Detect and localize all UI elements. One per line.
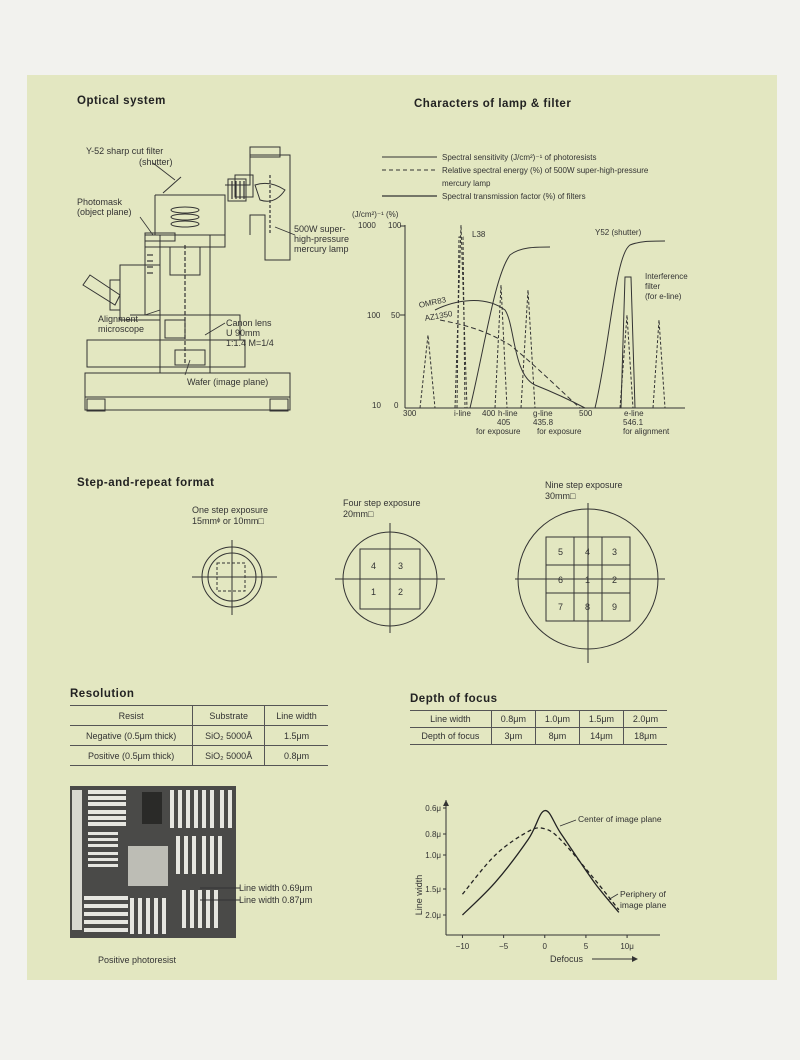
series-label-center: Center of image plane bbox=[578, 814, 662, 824]
depth-table bbox=[410, 710, 667, 745]
one-step-label-2: 15mmᶲ or 10mm□ bbox=[192, 516, 264, 526]
x-tick-500: 500 bbox=[579, 409, 593, 418]
g-line-label-2: 435.8 bbox=[533, 418, 554, 427]
resolution-header-resist: Resist bbox=[70, 706, 193, 726]
table-cell: Depth of focus bbox=[410, 728, 491, 745]
g-line-label-3: for exposure bbox=[537, 427, 582, 436]
table-row bbox=[410, 728, 667, 745]
interference-label-3: (for e-line) bbox=[645, 292, 682, 301]
h-line-label-3: for exposure bbox=[476, 427, 521, 436]
nine-cell-9: 9 bbox=[612, 602, 618, 612]
resolution-title: Resolution bbox=[70, 688, 135, 700]
az1350-label: AZ1350 bbox=[424, 309, 454, 323]
wafer-label: Wafer (image plane) bbox=[187, 377, 269, 387]
nine-cell-8: 8 bbox=[585, 602, 591, 612]
nine-cell-6: 2 bbox=[612, 575, 618, 585]
x-axis-arrow-head bbox=[632, 956, 638, 962]
one-step-diagram bbox=[192, 535, 282, 620]
y-tick-label: 0.6μ bbox=[425, 804, 441, 813]
optical-system-title: Optical system bbox=[77, 95, 166, 107]
nine-step-label-1: Nine step exposure bbox=[545, 480, 623, 490]
table-cell: SiO₂ 5000Å bbox=[193, 726, 265, 746]
four-step-diagram bbox=[335, 523, 445, 633]
resolution-header-row bbox=[70, 706, 328, 726]
table-cell: Positive (0.5μm thick) bbox=[70, 746, 193, 766]
nine-cell-5: 1 bbox=[585, 575, 591, 585]
four-cell-2: 3 bbox=[398, 561, 404, 571]
lens-label-2: U 90mm bbox=[226, 328, 261, 338]
legend-1: Spectral sensitivity (J/cm²)⁻¹ of photoresists bbox=[442, 153, 597, 162]
photo-label-2: Line width 0.87μm bbox=[239, 895, 313, 905]
lamp-label-2: high-pressure bbox=[294, 234, 350, 244]
e-line-label-2: 546.1 bbox=[623, 418, 644, 427]
table-cell: 0.8μm bbox=[265, 746, 328, 766]
h-line-label-1: h-line bbox=[498, 409, 518, 418]
table-cell: Negative (0.5μm thick) bbox=[70, 726, 193, 746]
series-label-periphery-1: Periphery of bbox=[620, 889, 666, 899]
table-cell: 8μm bbox=[535, 728, 579, 745]
series-label-periphery-2: image plane bbox=[620, 900, 667, 910]
e-line-label-1: e-line bbox=[624, 409, 644, 418]
x-tick-label: −10 bbox=[455, 942, 470, 951]
y-left-tick-10: 10 bbox=[372, 401, 381, 410]
nine-cell-3: 3 bbox=[612, 547, 618, 557]
lamp-filter-title: Characters of lamp & filter bbox=[414, 98, 572, 110]
one-step-label-1: One step exposure bbox=[192, 505, 269, 515]
x-tick-300: 300 bbox=[403, 409, 417, 418]
x-tick-label: 5 bbox=[583, 942, 589, 951]
y-tick-label: 2.0μ bbox=[425, 911, 441, 920]
lamp-label-3: mercury lamp bbox=[294, 244, 349, 254]
series-label-leader bbox=[560, 820, 576, 826]
lens-label-3: 1:1.4 M=1/4 bbox=[226, 338, 274, 348]
table-cell: Line width bbox=[410, 711, 491, 728]
legend-3: mercury lamp bbox=[442, 179, 491, 188]
x-tick-label: 10μ bbox=[620, 942, 634, 951]
resolution-pattern bbox=[70, 786, 236, 938]
table-cell: 1.5μm bbox=[265, 726, 328, 746]
table-cell: 3μm bbox=[491, 728, 535, 745]
table-row bbox=[70, 726, 328, 746]
interference-label-2: filter bbox=[645, 282, 661, 291]
filter-label-2: (shutter) bbox=[139, 157, 173, 167]
four-cell-4: 2 bbox=[398, 587, 404, 597]
depth-title: Depth of focus bbox=[410, 693, 498, 705]
l38-label: L38 bbox=[472, 230, 486, 239]
nine-cell-4: 6 bbox=[558, 575, 564, 585]
nine-cell-7: 7 bbox=[558, 602, 564, 612]
y52-label: Y52 (shutter) bbox=[595, 228, 642, 237]
nine-cell-2: 4 bbox=[585, 547, 591, 557]
lamp-label-1: 500W super- bbox=[294, 224, 346, 234]
lens-label-1: Canon lens bbox=[226, 318, 272, 328]
h-line-label-2: 405 bbox=[497, 418, 511, 427]
y-tick-label: 1.0μ bbox=[425, 851, 441, 860]
four-cell-1: 4 bbox=[371, 561, 377, 571]
e-line-label-3: for alignment bbox=[623, 427, 670, 436]
series-line-1 bbox=[462, 828, 618, 910]
table-row bbox=[410, 711, 667, 728]
photo-label-1: Line width 0.69μm bbox=[239, 883, 313, 893]
photomask-label: Photomask bbox=[77, 197, 123, 207]
x-tick-400: 400 bbox=[482, 409, 496, 418]
interference-label-1: Interference bbox=[645, 272, 688, 281]
four-step-label-2: 20mm□ bbox=[343, 509, 374, 519]
legend-2: Relative spectral energy (%) of 500W super-high-pressure bbox=[442, 166, 649, 175]
table-row bbox=[70, 746, 328, 766]
table-cell: 2.0μm bbox=[623, 711, 667, 728]
depth-of-focus-chart bbox=[410, 800, 670, 970]
y-left-tick-1000: 1000 bbox=[358, 221, 376, 230]
table-cell: SiO₂ 5000Å bbox=[193, 746, 265, 766]
x-tick-label: 0 bbox=[542, 942, 547, 951]
table-cell: 0.8μm bbox=[491, 711, 535, 728]
photo-caption: Positive photoresist bbox=[98, 955, 177, 965]
four-cell-3: 1 bbox=[371, 587, 377, 597]
y-left-tick-100: 100 bbox=[367, 311, 381, 320]
x-axis-label: Defocus bbox=[550, 954, 584, 964]
x-tick-label: −5 bbox=[499, 942, 509, 951]
y-tick-label: 0.8μ bbox=[425, 830, 441, 839]
table-cell: 1.5μm bbox=[579, 711, 623, 728]
nine-cell-1: 5 bbox=[558, 547, 564, 557]
table-cell: 14μm bbox=[579, 728, 623, 745]
table-cell: 18μm bbox=[623, 728, 667, 745]
table-cell: 1.0μm bbox=[535, 711, 579, 728]
nine-step-label-2: 30mm□ bbox=[545, 491, 576, 501]
omr83-label: OMR83 bbox=[418, 295, 447, 310]
i-line-label: i-line bbox=[454, 409, 471, 418]
y-tick-label: 1.5μ bbox=[425, 885, 441, 894]
filter-label: Y-52 sharp cut filter bbox=[86, 146, 164, 156]
resolution-photo bbox=[70, 786, 236, 938]
align-label-2: microscope bbox=[98, 324, 145, 334]
legend-lines bbox=[382, 152, 442, 200]
four-step-label-1: Four step exposure bbox=[343, 498, 421, 508]
y-axis-arrow bbox=[443, 800, 449, 806]
y-right-tick-100: 100 bbox=[388, 221, 402, 230]
y-right-tick-0: 0 bbox=[394, 401, 399, 410]
resolution-table bbox=[70, 705, 328, 766]
resolution-header-substrate: Substrate bbox=[193, 706, 265, 726]
series-line-0 bbox=[462, 811, 618, 915]
step-title: Step-and-repeat format bbox=[77, 477, 215, 489]
y-axis-label: Line width bbox=[414, 874, 424, 916]
resolution-header-linewidth: Line width bbox=[265, 706, 328, 726]
align-label-1: Alignment bbox=[98, 314, 139, 324]
legend-4: Spectral transmission factor (%) of filters bbox=[442, 192, 586, 201]
y-right-tick-50: 50 bbox=[391, 311, 400, 320]
y-units: (J/cm²)⁻¹ (%) bbox=[352, 210, 399, 219]
photomask-label-2: (object plane) bbox=[77, 207, 132, 217]
g-line-label-1: g-line bbox=[533, 409, 553, 418]
